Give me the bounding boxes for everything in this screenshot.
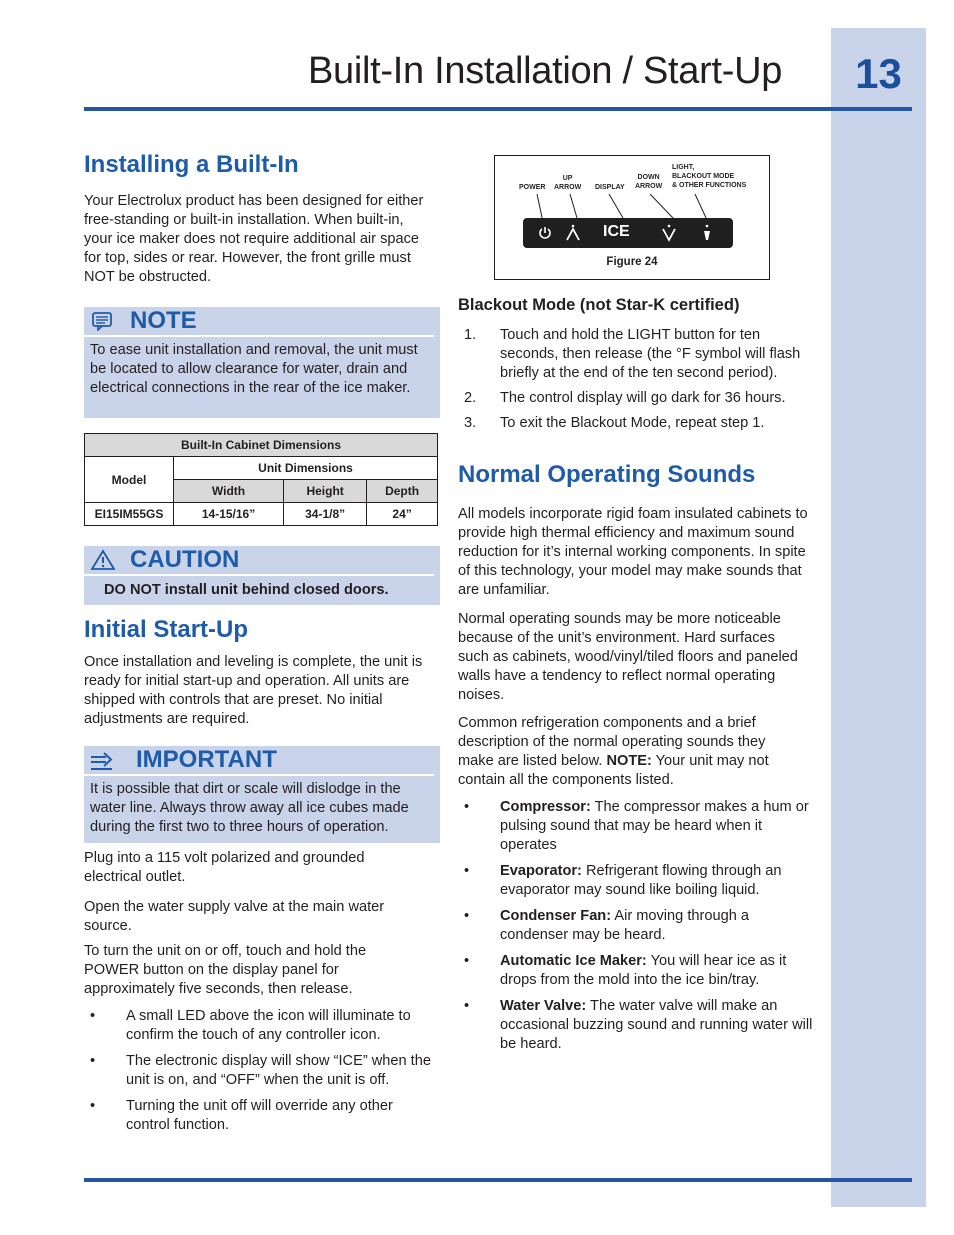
width-header: Width — [174, 480, 284, 503]
control-panel-figure — [494, 155, 770, 280]
ice-display: ICE — [603, 223, 630, 240]
blackout-heading: Blackout Mode (not Star-K certified) — [458, 296, 740, 314]
table-title: Built-In Cabinet Dimensions — [85, 434, 438, 457]
note-label: NOTE — [130, 307, 197, 334]
caution-box — [84, 546, 440, 605]
bullet-text: The electronic display will show “ICE” when the unit is on, and “OFF” when the unit is off. — [126, 1053, 431, 1088]
important-text: It is possible that dirt or scale will dislodge in the water line. Always throw away all ice cubes made during the first two to three hours of operation. — [90, 781, 409, 835]
p3-end: Your unit may not contain all the components listed. — [458, 753, 769, 788]
height-cell: 34-1/8” — [284, 503, 367, 526]
component-term: Water Valve: — [500, 998, 587, 1014]
page-number: 13 — [855, 50, 902, 97]
startup-text: Once installation and leveling is complete, the unit is ready for initial start-up and operation. All units are shipped with controls that are preset. No initial adjustments are required. — [84, 654, 423, 727]
p3-start: Common refrigeration components and a brief description of the normal operating sounds they make are listed below. — [458, 715, 766, 769]
note-text: To ease unit installation and removal, the unit must be located to allow clearance for water, drain and electrical connections in the rear of the ice maker. — [90, 342, 418, 396]
components-list — [458, 798, 814, 1061]
height-header: Height — [284, 480, 367, 503]
down-arrow-icon[interactable] — [661, 224, 677, 242]
important-label: IMPORTANT — [136, 746, 277, 773]
plug-text: Plug into a 115 volt polarized and grounded electrical outlet. — [84, 850, 365, 885]
blackout-steps — [458, 326, 810, 439]
note-icon — [90, 311, 114, 331]
power-icon[interactable] — [537, 225, 553, 241]
power-label: POWER — [519, 184, 546, 191]
component-desc: The compressor makes a hum or pulsing sound that may be heard when it operates — [500, 799, 809, 853]
step-text: To exit the Blackout Mode, repeat step 1. — [500, 415, 765, 431]
installing-heading: Installing a Built-In — [84, 151, 299, 178]
list-item: 2. The control display will go dark for 36 hours. — [464, 390, 786, 406]
warning-icon — [90, 549, 116, 571]
caution-label: CAUTION — [130, 546, 240, 573]
bullet-text: A small LED above the icon will illuminate to confirm the touch of any controller icon. — [126, 1008, 411, 1043]
leader-lines — [495, 156, 769, 226]
display-label: DISPLAY — [595, 184, 625, 191]
display-panel — [523, 218, 733, 248]
important-box — [84, 746, 440, 843]
component-term: Condenser Fan: — [500, 908, 612, 924]
sounds-heading: Normal Operating Sounds — [458, 461, 756, 488]
page-title: Built-In Installation / Start-Up — [308, 50, 783, 92]
up-arrow-icon[interactable] — [565, 224, 581, 242]
up-arrow-label: UP ARROW — [554, 175, 582, 191]
p3-note: NOTE: — [606, 753, 652, 769]
unit-dimensions-header: Unit Dimensions — [174, 457, 438, 480]
depth-header: Depth — [367, 480, 438, 503]
power-text: To turn the unit on or off, touch and hold the POWER button on the display panel for approximately five seconds, then release. — [84, 943, 367, 997]
list-item: • Turning the unit off will override any other control function. — [90, 1098, 393, 1133]
component-desc: The water valve will make an occasional buzzing sound and running water will be heard. — [500, 998, 813, 1052]
side-tab — [831, 28, 926, 1207]
model-cell: EI15IM55GS — [85, 503, 174, 526]
component-desc: You will hear ice as it drops from the mold into the ice bin/tray. — [500, 953, 787, 988]
footer-rule — [84, 1178, 912, 1182]
component-desc: Air moving through a condenser may be heard. — [500, 908, 750, 943]
list-item: • Automatic Ice Maker: You will hear ice as it drops from the mold into the ice bin/tray. — [464, 953, 787, 988]
dimensions-table — [84, 433, 438, 526]
light-icon[interactable] — [701, 224, 713, 242]
component-term: Evaporator: — [500, 863, 582, 879]
sounds-p2: Normal operating sounds may be more noticeable because of the unit’s environment. Hard surfaces such as cabinets, wood/vinyl/tiled floors and paneled walls have a tendency to reflect normal operating noises. — [458, 611, 798, 703]
component-term: Compressor: — [500, 799, 591, 815]
list-item: • Water Valve: The water valve will make an occasional buzzing sound and running water will be heard. — [464, 998, 813, 1052]
model-header: Model — [85, 457, 174, 503]
step-text: Touch and hold the LIGHT button for ten seconds, then release (the °F symbol will flash briefly at the end of the ten second period). — [500, 327, 801, 381]
note-header — [84, 307, 434, 337]
arrow-icon — [90, 750, 114, 770]
startup-bullets — [84, 1007, 434, 1142]
component-desc: Refrigerant flowing through an evaporator may sound like boiling liquid. — [500, 863, 782, 898]
sounds-p1: All models incorporate rigid foam insulated cabinets to provide high thermal efficiency and maximum sound reduction for it’s internal working components. In spite of this technology, your model may make sounds that are unfamiliar. — [458, 506, 808, 598]
startup-heading: Initial Start-Up — [84, 616, 249, 643]
list-item: 1. Touch and hold the LIGHT button for ten seconds, then release (the °F symbol will flash briefly at the end of the ten second period). — [464, 327, 801, 381]
component-term: Automatic Ice Maker: — [500, 953, 647, 969]
sounds-p3 — [458, 714, 798, 790]
figure-caption: Figure 24 — [606, 256, 658, 268]
list-item: • Evaporator: Refrigerant flowing through an evaporator may sound like boiling liquid. — [464, 863, 782, 898]
caution-text: DO NOT install unit behind closed doors. — [104, 582, 389, 598]
note-box — [84, 307, 440, 418]
list-item: 3. To exit the Blackout Mode, repeat step 1. — [464, 415, 765, 431]
down-arrow-label: DOWN ARROW — [635, 174, 663, 190]
important-header — [84, 746, 434, 776]
width-cell: 14-15/16” — [174, 503, 284, 526]
list-item: • Condenser Fan: Air moving through a condenser may be heard. — [464, 908, 750, 943]
list-item: • Compressor: The compressor makes a hum or pulsing sound that may be heard when it operates — [464, 799, 809, 853]
caution-header — [84, 546, 434, 576]
light-label: LIGHT, BLACKOUT MODE & OTHER FUNCTIONS — [672, 164, 747, 189]
list-item: • A small LED above the icon will illuminate to confirm the touch of any controller icon. — [90, 1008, 411, 1043]
list-item: • The electronic display will show “ICE” when the unit is on, and “OFF” when the unit is off. — [90, 1053, 431, 1088]
step-text: The control display will go dark for 36 hours. — [500, 390, 786, 406]
depth-cell: 24” — [367, 503, 438, 526]
installing-text: Your Electrolux product has been designed for either free-standing or built-in installation. When built-in, your ice maker does not require additional air space for top, sides or rear. However, the front grille must NOT be obstructed. — [84, 193, 424, 285]
header-rule — [84, 107, 912, 111]
water-text: Open the water supply valve at the main water source. — [84, 899, 385, 934]
bullet-text: Turning the unit off will override any other control function. — [126, 1098, 393, 1133]
